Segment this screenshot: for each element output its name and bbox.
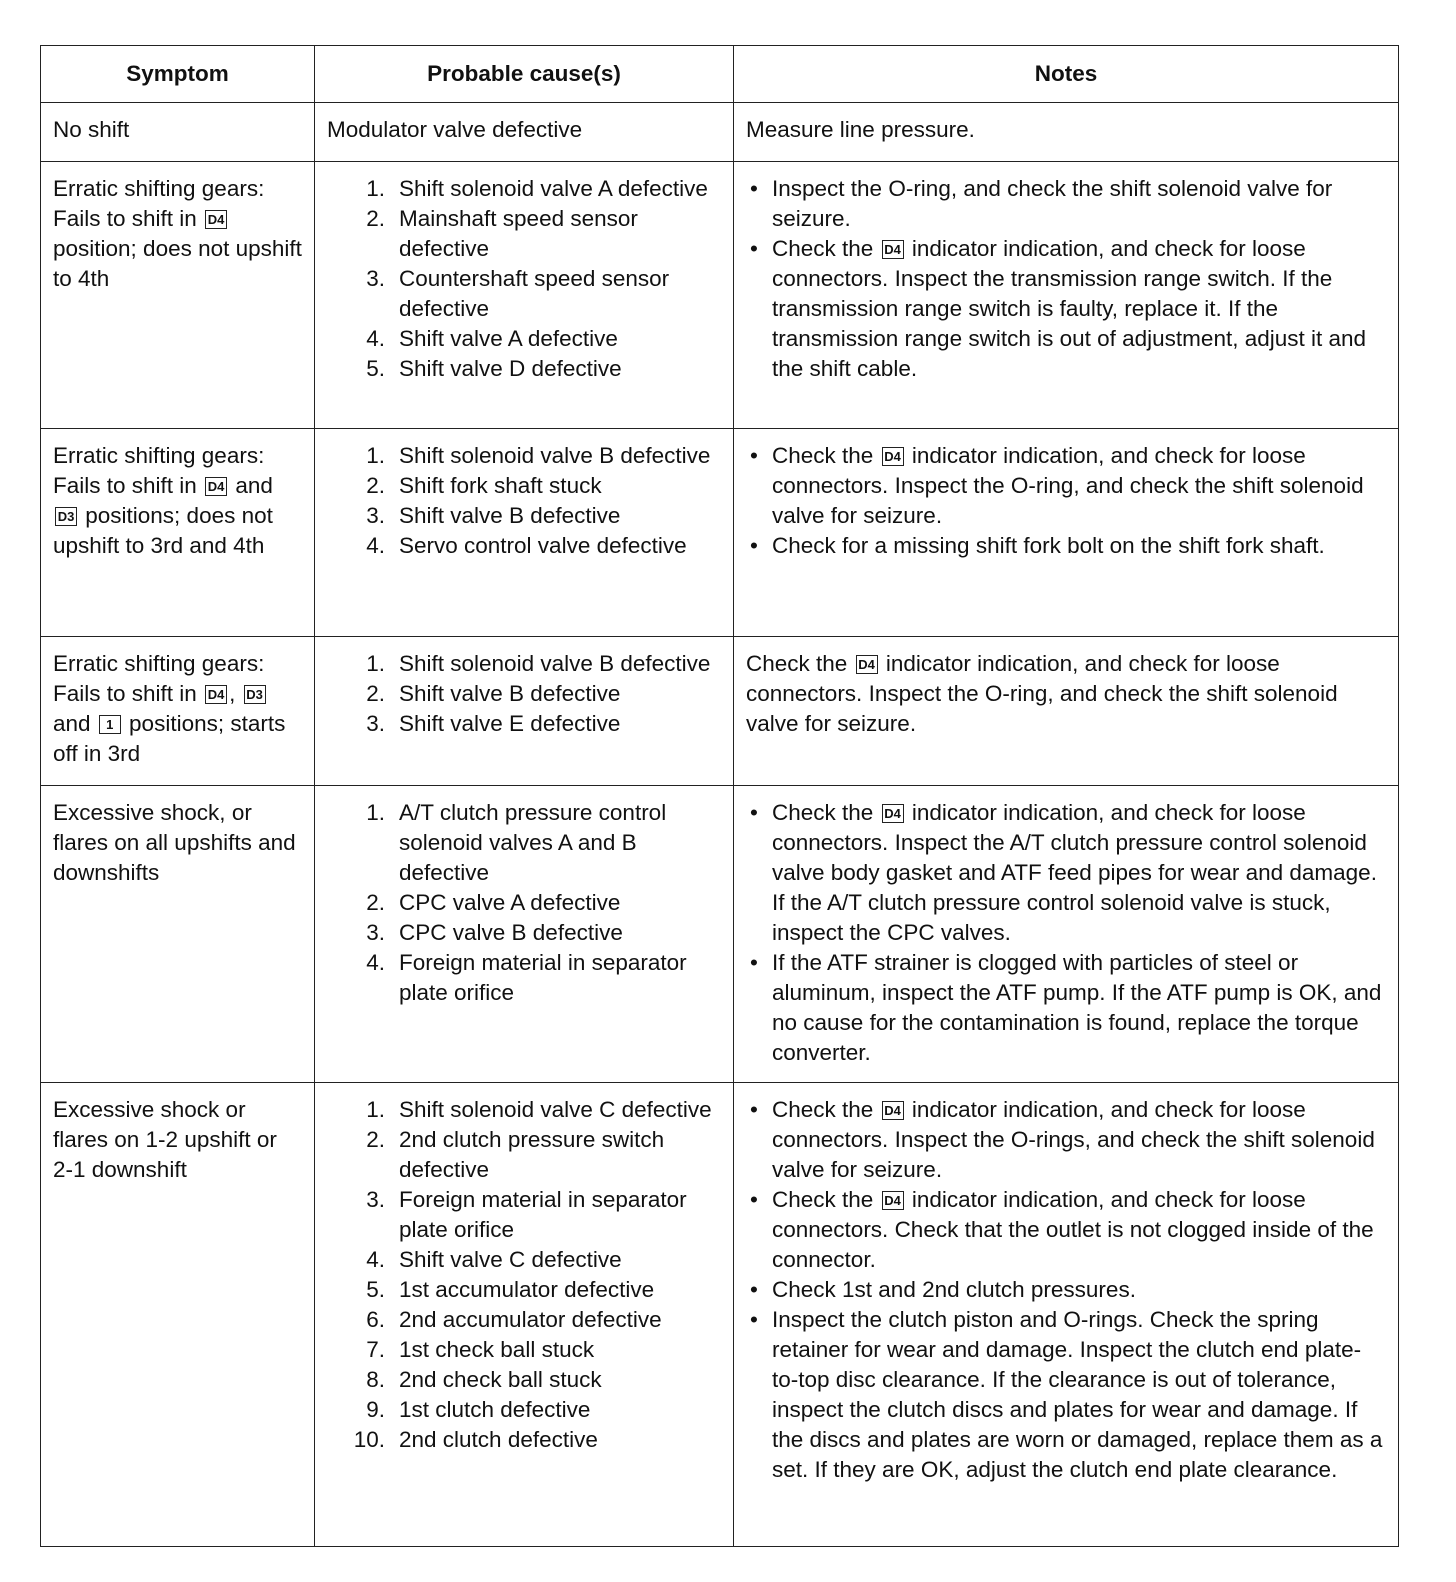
list-item xyxy=(750,531,1386,561)
item-text: 2nd check ball stuck xyxy=(399,1367,602,1392)
item-text: Shift valve C defective xyxy=(399,1247,622,1272)
note-text xyxy=(772,798,1386,948)
item-text: 2nd accumulator defective xyxy=(399,1307,662,1332)
notes-cell xyxy=(734,429,1399,637)
cause-list xyxy=(327,649,721,739)
header-notes: Notes xyxy=(734,46,1399,103)
item-text: Shift valve B defective xyxy=(399,681,621,706)
bullet-icon: • xyxy=(750,1277,758,1302)
notes-cell xyxy=(734,1083,1399,1547)
list-item xyxy=(353,709,721,739)
item-number: 2. xyxy=(366,1127,385,1152)
list-item xyxy=(750,1275,1386,1305)
list-item xyxy=(750,798,1386,948)
item-number: 2. xyxy=(366,206,385,231)
item-number: 9. xyxy=(366,1397,385,1422)
item-text: Shift solenoid valve B defective xyxy=(399,651,711,676)
bullet-icon: • xyxy=(750,800,758,825)
item-text: Shift valve A defective xyxy=(399,326,618,351)
item-text: 2nd clutch pressure switch defective xyxy=(399,1127,665,1182)
bullet-icon: • xyxy=(750,236,758,261)
item-number: 2. xyxy=(366,473,385,498)
table-row xyxy=(41,103,1399,162)
cause-cell xyxy=(315,786,734,1083)
note-text: Inspect the O-ring, and check the shift solenoid valve for seizure. xyxy=(772,176,1333,231)
item-number: 2. xyxy=(366,890,385,915)
bullet-icon: • xyxy=(750,533,758,558)
gear-position-icon: D4 xyxy=(882,447,904,466)
item-number: 1. xyxy=(366,176,385,201)
list-item xyxy=(353,471,721,501)
item-number: 1. xyxy=(366,800,385,825)
cause-cell xyxy=(315,1083,734,1547)
note-text xyxy=(772,1185,1386,1275)
item-number: 3. xyxy=(366,503,385,528)
notes-cell: Measure line pressure. xyxy=(734,103,1399,162)
symptom-text: and xyxy=(53,711,97,736)
note-text xyxy=(772,234,1386,384)
note-text-part: Check the xyxy=(772,443,880,468)
item-text: Shift valve B defective xyxy=(399,503,621,528)
item-number: 6. xyxy=(366,1307,385,1332)
item-text: Foreign material in separator plate orifice xyxy=(399,950,687,1005)
symptom-cell xyxy=(41,637,315,786)
note-text: If the ATF strainer is clogged with particles of steel or aluminum, inspect the ATF pump. If the ATF pump is OK, and no cause for the contamination is found, replace the torque converter. xyxy=(772,950,1382,1065)
bullet-icon: • xyxy=(750,1187,758,1212)
list-item xyxy=(353,1245,721,1275)
list-item xyxy=(750,234,1386,384)
list-item xyxy=(750,1305,1386,1485)
notes-cell xyxy=(734,786,1399,1083)
item-text: 1st clutch defective xyxy=(399,1397,591,1422)
list-item xyxy=(353,649,721,679)
list-item xyxy=(353,1095,721,1125)
note-text xyxy=(772,441,1386,531)
item-number: 10. xyxy=(353,1427,385,1452)
list-item xyxy=(353,174,721,204)
note-text-part: indicator indication, and check for loose connectors. Inspect the transmission range switch. If the transmission range switch is faulty, replace it. If the transmission range switch is out of adjustment, adjust it and the shift cable. xyxy=(772,236,1367,381)
symptom-text: , xyxy=(229,681,242,706)
item-number: 4. xyxy=(366,326,385,351)
bullet-icon: • xyxy=(750,950,758,975)
cause-list xyxy=(327,798,721,1008)
table-row xyxy=(41,162,1399,429)
note-text-part: Check the xyxy=(772,1187,880,1212)
table-row xyxy=(41,786,1399,1083)
note-text-part: Check the xyxy=(772,800,880,825)
item-number: 3. xyxy=(366,1187,385,1212)
gear-position-icon: D3 xyxy=(55,507,77,526)
gear-position-icon: D4 xyxy=(856,655,878,674)
symptom-text: positions; starts off in 3rd xyxy=(53,711,286,766)
list-item xyxy=(353,679,721,709)
note-text xyxy=(772,1095,1386,1185)
notes-list xyxy=(746,174,1386,384)
bullet-icon: • xyxy=(750,1307,758,1332)
list-item xyxy=(353,1425,721,1455)
note-text-part: indicator indication, and check for loose connectors. Inspect the O-ring, and check the shift solenoid valve for seizure. xyxy=(746,651,1338,736)
cause-list xyxy=(327,1095,721,1455)
item-number: 4. xyxy=(366,1247,385,1272)
list-item xyxy=(353,531,721,561)
note-text-part: Check the xyxy=(746,651,854,676)
note-text-part: indicator indication, and check for loose connectors. Inspect the O-rings, and check the shift solenoid valve for seizure. xyxy=(772,1097,1375,1182)
item-number: 3. xyxy=(366,711,385,736)
header-cause: Probable cause(s) xyxy=(315,46,734,103)
item-number: 4. xyxy=(366,950,385,975)
gear-position-icon: D4 xyxy=(205,477,227,496)
table-row xyxy=(41,1083,1399,1547)
list-item xyxy=(353,1275,721,1305)
gear-position-icon: D4 xyxy=(882,804,904,823)
table-row xyxy=(41,429,1399,637)
notes-list xyxy=(746,798,1386,1068)
header-symptom: Symptom xyxy=(41,46,315,103)
item-text: Shift solenoid valve A defective xyxy=(399,176,708,201)
table-row xyxy=(41,637,1399,786)
item-text: Servo control valve defective xyxy=(399,533,687,558)
list-item xyxy=(750,1095,1386,1185)
item-number: 3. xyxy=(366,266,385,291)
item-text: Shift valve E defective xyxy=(399,711,621,736)
item-text: CPC valve A defective xyxy=(399,890,621,915)
cause-cell xyxy=(315,429,734,637)
note-text: Check for a missing shift fork bolt on the shift fork shaft. xyxy=(772,533,1325,558)
gear-position-icon: D3 xyxy=(244,685,266,704)
list-item xyxy=(353,888,721,918)
header-row xyxy=(41,46,1399,103)
note-text-part: Check the xyxy=(772,1097,880,1122)
item-text: Shift solenoid valve B defective xyxy=(399,443,711,468)
gear-position-icon: 1 xyxy=(99,715,121,734)
item-number: 8. xyxy=(366,1367,385,1392)
item-text: Mainshaft speed sensor defective xyxy=(399,206,638,261)
list-item xyxy=(750,948,1386,1068)
list-item xyxy=(353,918,721,948)
list-item xyxy=(353,1335,721,1365)
list-item xyxy=(353,1305,721,1335)
item-text: Shift fork shaft stuck xyxy=(399,473,602,498)
item-text: CPC valve B defective xyxy=(399,920,623,945)
symptom-text: position; does not upshift to 4th xyxy=(53,236,302,291)
list-item xyxy=(353,948,721,1008)
notes-list xyxy=(746,1095,1386,1485)
bullet-icon: • xyxy=(750,443,758,468)
symptom-cell: Excessive shock or flares on 1-2 upshift or 2-1 downshift xyxy=(41,1083,315,1547)
item-text: Foreign material in separator plate orifice xyxy=(399,1187,687,1242)
item-text: Shift solenoid valve C defective xyxy=(399,1097,712,1122)
symptom-cell: Excessive shock, or flares on all upshifts and downshifts xyxy=(41,786,315,1083)
cause-cell xyxy=(315,162,734,429)
list-item xyxy=(353,1125,721,1185)
list-item xyxy=(353,441,721,471)
item-number: 1. xyxy=(366,1097,385,1122)
note-text: Check 1st and 2nd clutch pressures. xyxy=(772,1277,1136,1302)
list-item xyxy=(750,174,1386,234)
symptom-text: Erratic shifting gears: Fails to shift in xyxy=(53,651,265,706)
gear-position-icon: D4 xyxy=(882,1191,904,1210)
item-number: 3. xyxy=(366,920,385,945)
item-number: 1. xyxy=(366,443,385,468)
bullet-icon: • xyxy=(750,1097,758,1122)
item-text: Countershaft speed sensor defective xyxy=(399,266,670,321)
item-text: 2nd clutch defective xyxy=(399,1427,598,1452)
item-text: 1st check ball stuck xyxy=(399,1337,595,1362)
list-item xyxy=(353,798,721,888)
list-item xyxy=(353,1395,721,1425)
symptom-text: and xyxy=(229,473,273,498)
list-item xyxy=(750,1185,1386,1275)
cause-cell xyxy=(315,637,734,786)
item-number: 4. xyxy=(366,533,385,558)
bullet-icon: • xyxy=(750,176,758,201)
troubleshooting-table xyxy=(40,45,1399,1547)
list-item xyxy=(353,264,721,324)
gear-position-icon: D4 xyxy=(882,1101,904,1120)
cause-list xyxy=(327,441,721,561)
gear-position-icon: D4 xyxy=(205,210,227,229)
list-item xyxy=(750,441,1386,531)
item-text: Shift valve D defective xyxy=(399,356,622,381)
item-text: A/T clutch pressure control solenoid valves A and B defective xyxy=(399,800,667,885)
notes-cell xyxy=(734,637,1399,786)
item-text: 1st accumulator defective xyxy=(399,1277,655,1302)
symptom-cell xyxy=(41,162,315,429)
cause-list xyxy=(327,174,721,384)
list-item xyxy=(353,1365,721,1395)
notes-list xyxy=(746,441,1386,561)
note-text-part: indicator indication, and check for loose connectors. Inspect the A/T clutch pressure control solenoid valve body gasket and ATF feed pipes for wear and damage. If the A/T clutch pressure control solenoid valve is stuck, inspect the CPC valves. xyxy=(772,800,1377,945)
list-item xyxy=(353,324,721,354)
symptom-cell xyxy=(41,429,315,637)
symptom-text: positions; does not upshift to 3rd and 4th xyxy=(53,503,273,558)
symptom-text: Erratic shifting gears: Fails to shift in xyxy=(53,176,265,231)
note-text-part: indicator indication, and check for loose connectors. Check that the outlet is not clogged inside of the connector. xyxy=(772,1187,1374,1272)
item-number: 5. xyxy=(366,1277,385,1302)
item-number: 2. xyxy=(366,681,385,706)
list-item xyxy=(353,1185,721,1245)
symptom-cell: No shift xyxy=(41,103,315,162)
item-number: 7. xyxy=(366,1337,385,1362)
item-number: 5. xyxy=(366,356,385,381)
list-item xyxy=(353,204,721,264)
note-text: Inspect the clutch piston and O-rings. Check the spring retainer for wear and damage. Inspect the clutch end plate-to-top disc clearance. If the clearance is out of tolerance, inspect the clutch discs and plates for wear and damage. If the discs and plates are worn or damaged, replace them as a set. If they are OK, adjust the clutch end plate clearance. xyxy=(772,1307,1383,1482)
list-item xyxy=(353,501,721,531)
symptom-text: Erratic shifting gears: Fails to shift in xyxy=(53,443,265,498)
gear-position-icon: D4 xyxy=(205,685,227,704)
note-text-part: indicator indication, and check for loose connectors. Inspect the O-ring, and check the shift solenoid valve for seizure. xyxy=(772,443,1364,528)
cause-cell: Modulator valve defective xyxy=(315,103,734,162)
list-item xyxy=(353,354,721,384)
note-text-part: Check the xyxy=(772,236,880,261)
notes-cell xyxy=(734,162,1399,429)
item-number: 1. xyxy=(366,651,385,676)
gear-position-icon: D4 xyxy=(882,240,904,259)
